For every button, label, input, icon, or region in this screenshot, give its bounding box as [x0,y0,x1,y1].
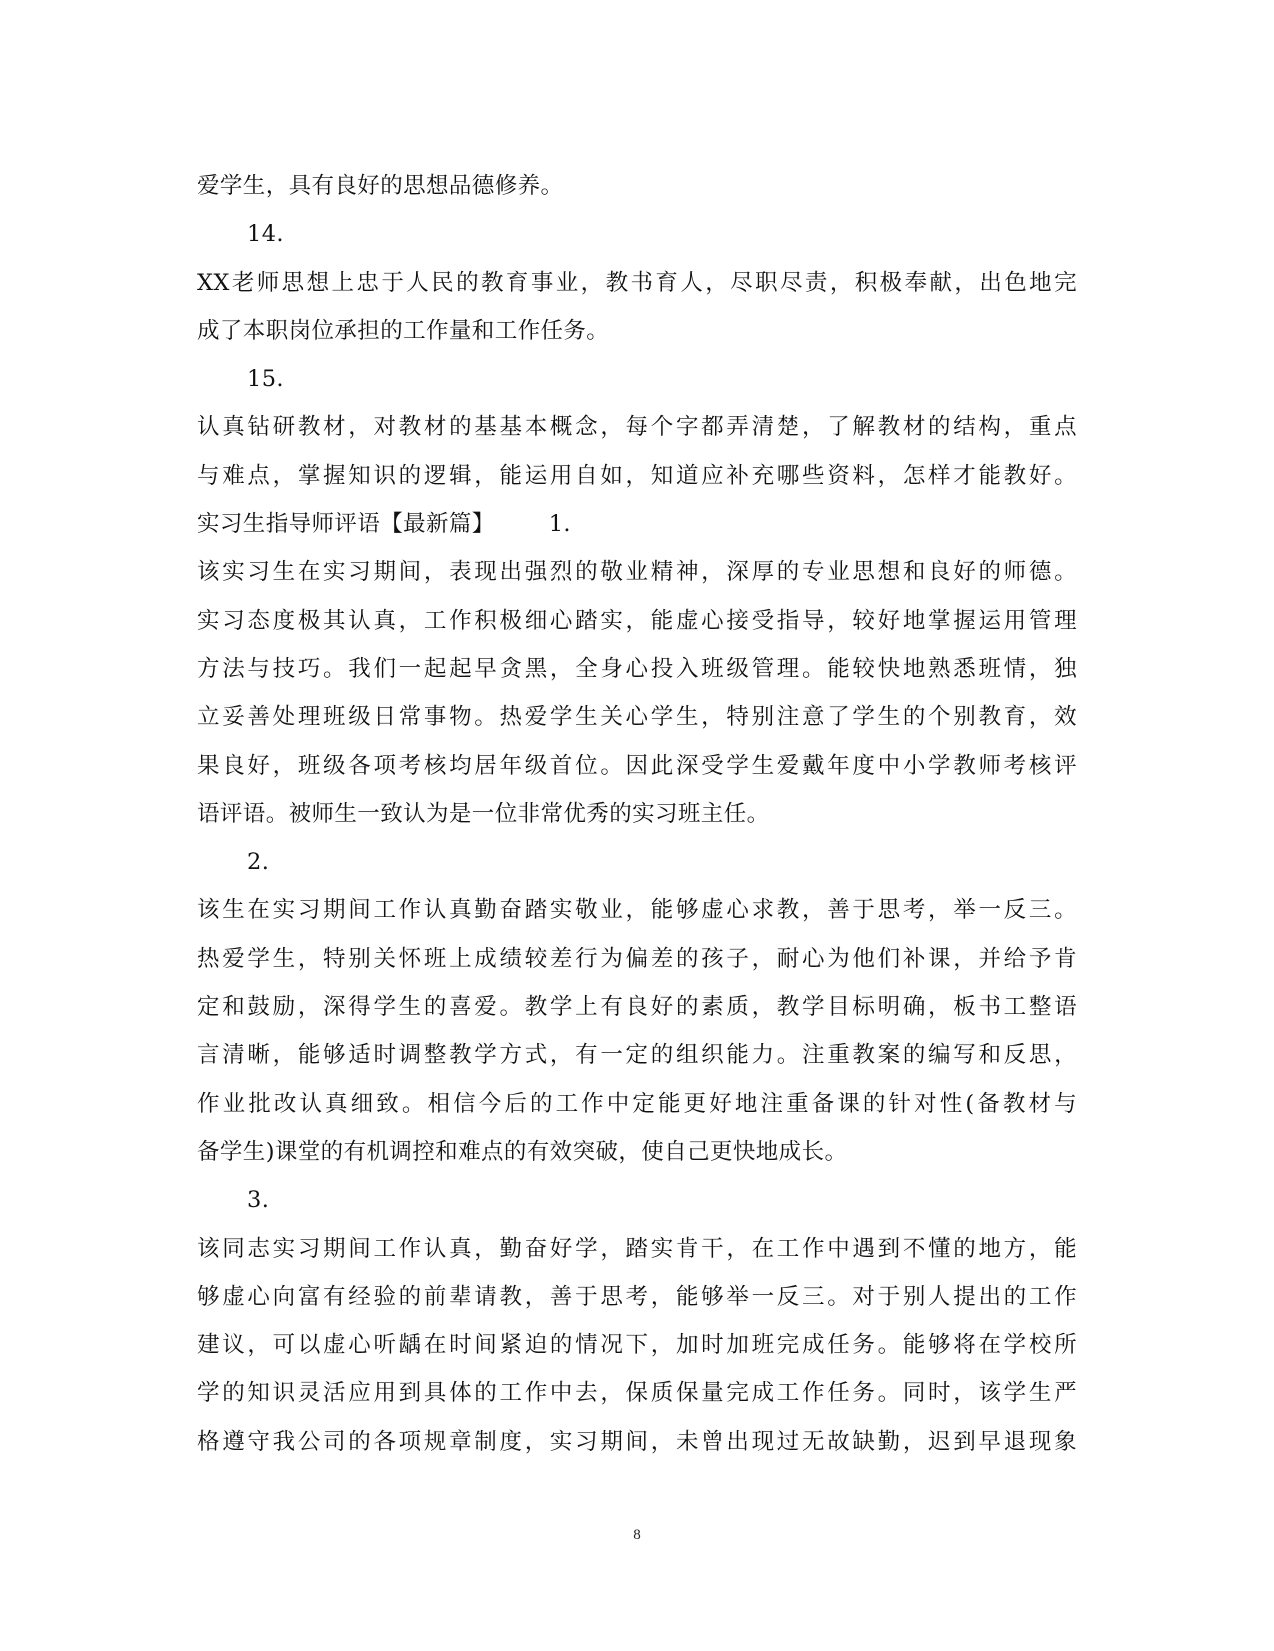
text-line: 爱学生，具有良好的思想品德修养。 [197,173,564,199]
text-line: 该同志实习期间工作认真，勤奋好学，踏实肯干，在工作中遇到不懂的地方，能 [197,1235,1077,1262]
text-line: 该实习生在实习期间，表现出强烈的敬业精神，深厚的专业思想和良好的师德。 [197,559,1077,586]
section-heading-title: 实习生指导师评语【最新篇】 [197,511,495,538]
document-body [197,162,1077,1466]
text-line: 果良好，班级各项考核均居年级首位。因此深受学生爱戴年度中小学教师考核评 [197,752,1077,779]
text-line: 与难点，掌握知识的逻辑，能运用自如，知道应补充哪些资料，怎样才能教好。 [197,462,1077,489]
text-line: 够虚心向富有经验的前辈请教，善于思考，能够举一反三。对于别人提出的工作 [197,1283,1077,1310]
text-line: 建议，可以虚心听龋在时间紧迫的情况下，加时加班完成任务。能够将在学校所 [197,1332,1077,1359]
text-line: 作业批改认真细致。相信今后的工作中定能更好地注重备课的针对性(备教材与 [197,1090,1077,1117]
text-line: 立妥善处理班级日常事物。热爱学生关心学生，特别注意了学生的个别教育，效 [197,704,1077,731]
text-line: 该生在实习期间工作认真勤奋踏实敬业，能够虚心求教，善于思考，举一反三。 [197,897,1077,924]
text-line: 认真钻研教材，对教材的基基本概念，每个字都弄清楚，了解教材的结构，重点 [197,414,1077,441]
text-line: 语评语。被师生一致认为是一位非常优秀的实习班主任。 [197,800,770,827]
item-number: 14. [247,221,284,248]
text-line: 定和鼓励，深得学生的喜爱。教学上有良好的素质，教学目标明确，板书工整语 [197,994,1077,1021]
page-number: 8 [633,1527,641,1543]
text-line: 成了本职岗位承担的工作量和工作任务。 [197,317,610,344]
item-number: 2. [247,849,270,876]
text-line: 实习态度极其认真，工作积极细心踏实，能虚心接受指导，较好地掌握运用管理 [197,607,1077,634]
text-line: 学的知识灵活应用到具体的工作中去，保质保量完成工作任务。同时，该学生严 [197,1380,1077,1407]
section-heading [197,500,1077,548]
text-line: 方法与技巧。我们一起起早贪黑，全身心投入班级管理。能较快地熟悉班情，独 [197,655,1077,682]
item-number: 1. [548,511,571,538]
text-line: 言清晰，能够适时调整教学方式，有一定的组织能力。注重教案的编写和反思， [197,1042,1077,1069]
text-line: 热爱学生，特别关怀班上成绩较差行为偏差的孩子，耐心为他们补课，并给予肯 [197,945,1077,972]
text-line: XX老师思想上忠于人民的教育事业，教书育人，尽职尽责，积极奉献，出色地完 [197,269,1077,296]
text-line: 备学生)课堂的有机调控和难点的有效突破，使自己更快地成长。 [197,1138,848,1165]
item-number: 15. [247,366,284,393]
text-line: 格遵守我公司的各项规章制度，实习期间，未曾出现过无故缺勤，迟到早退现象 [197,1428,1077,1455]
item-number: 3. [247,1187,270,1214]
